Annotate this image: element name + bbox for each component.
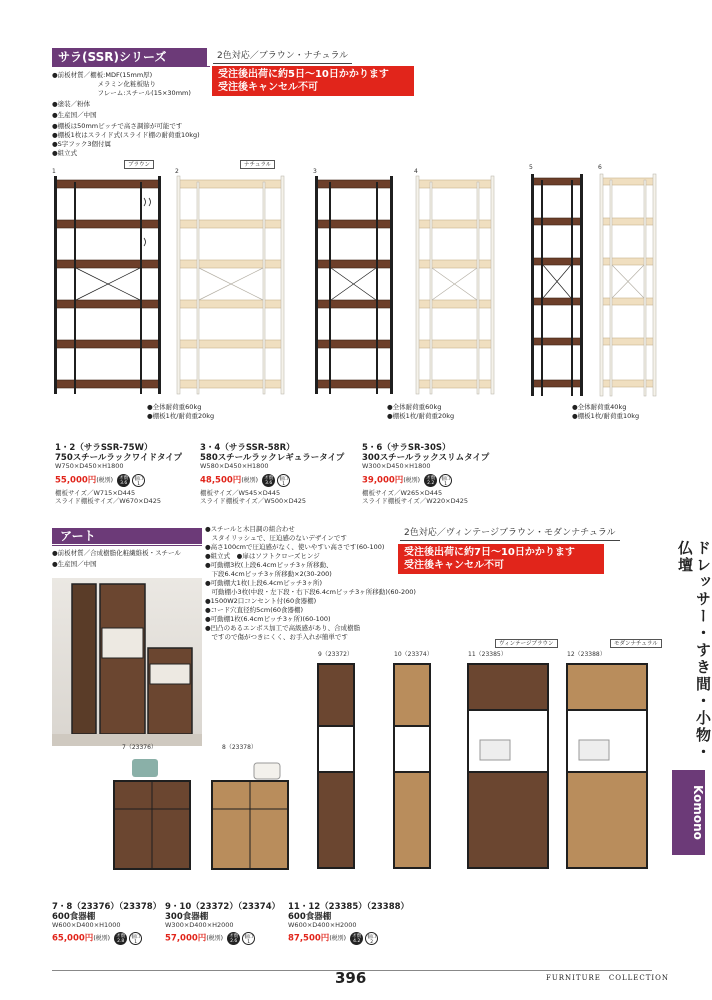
parcel-badge: 個口 2 — [365, 932, 378, 945]
cupboard-300-natural — [392, 660, 432, 872]
price-row — [52, 932, 164, 945]
load-note-slim — [572, 403, 639, 421]
load-total: ●全体耐荷重60kg — [387, 403, 442, 411]
tax-note: (税別) — [403, 477, 420, 485]
feature-line: ●高さ100cmで圧迫感がなく、使いやすい高さです(60-100) — [205, 543, 385, 551]
feature-line: ●スチールと木目調の組合わせ — [205, 525, 295, 533]
price-row — [55, 474, 200, 487]
product-code: 7・8（23376）（23378） — [52, 902, 162, 912]
cupboard-600-brown — [112, 755, 192, 873]
shelf-size: 棚板サイズ／W265×D445 — [362, 488, 443, 497]
item-number-2: 2 — [175, 168, 179, 175]
komono-tab[interactable]: Komono — [672, 770, 705, 855]
slide-shelf-size: スライド棚板サイズ／W500×D425 — [200, 496, 306, 505]
tax-note: (税別) — [329, 935, 346, 943]
tax-note: (税別) — [93, 935, 110, 943]
feature-line: ですので傷がつきにくく、お手入れが簡単です — [205, 633, 348, 641]
title-underline — [52, 545, 202, 546]
art-feature-list — [205, 525, 416, 642]
rack-image-slim-natural — [598, 174, 658, 396]
cancel-notice-line: 受注後キャンセル不可 — [404, 560, 504, 571]
tax-note: (税別) — [96, 477, 113, 485]
size-badge: 才数 4.2 — [352, 933, 362, 944]
product-name: 750スチールラックワイドタイプ — [55, 453, 183, 463]
series-title-art: アート — [52, 528, 202, 544]
color-options-tag: 2色対応／ヴィンテージブラウン・モダンナチュラル — [400, 527, 620, 541]
product-dimensions: W750×D450×H1800 — [55, 462, 124, 470]
product-info-600-tall — [288, 902, 418, 945]
rack-image-wide-brown — [52, 176, 164, 394]
art-spec-list — [52, 549, 181, 569]
product-code: 11・12（23385）（23388） — [288, 902, 410, 912]
color-label-vintage-brown: ヴィンテージブラウン — [495, 639, 558, 648]
slide-shelf-size: スライド棚板サイズ／W220×D425 — [362, 496, 468, 505]
room-photo — [52, 578, 202, 746]
cupboard-600-natural — [210, 755, 290, 873]
price: 57,000円 — [165, 933, 207, 944]
feature-line: スタイリッシュで、圧迫感のないデザインです — [205, 534, 347, 542]
product-info-300 — [165, 902, 285, 945]
product-dimensions: W300×D400×H2000 — [165, 921, 234, 929]
tax-note: (税別) — [206, 935, 223, 943]
load-note-regular — [387, 403, 454, 421]
feature-line: ●コード穴直径約5cm(60食器棚) — [205, 606, 304, 614]
product-name: 300食器棚 — [165, 912, 209, 922]
load-shelf: ●棚板1枚/耐荷重10kg — [572, 412, 640, 420]
product-dimensions: W600×D400×H2000 — [288, 921, 357, 929]
spec-line: ●S字フック3個付属 — [52, 140, 111, 148]
item-number-3: 3 — [313, 168, 317, 175]
spec-line: フレーム:スチール(15×30mm) — [52, 89, 191, 97]
item-number-11: 11（23385） — [468, 651, 507, 658]
shelf-size: 棚板サイズ／W545×D445 — [200, 488, 281, 497]
series-title-ssr: サラ(SSR)シリーズ — [52, 48, 207, 66]
feature-line: ●1500W2口コンセント付(60食器棚) — [205, 597, 317, 605]
tax-note: (税別) — [241, 477, 258, 485]
color-label-modern-natural: モダンナチュラル — [610, 639, 662, 648]
brand-footer: FURNITURE COLLECTION — [546, 974, 670, 982]
page-number: 396 — [335, 969, 367, 987]
feature-line: ●可動棚1枚(6.4cmピッチ3ヶ所)(60-100) — [205, 615, 331, 623]
size-badge: 才数 2.8 — [116, 933, 126, 944]
price-row — [288, 932, 418, 945]
price: 48,500円 — [200, 475, 242, 486]
item-number-12: 12（23388） — [567, 651, 606, 658]
shipping-notice-line1: 受注後出荷に約7日～10日かかります — [404, 547, 575, 558]
ssr-spec-list — [52, 71, 212, 158]
feature-line: 下段6.4cmピッチ3ヶ所移動×2(30-200) — [205, 570, 332, 578]
load-note-wide — [147, 403, 214, 421]
product-code: 9・10（23372）（23374） — [165, 902, 281, 912]
product-code: 3・4（サラSSR-58R） — [200, 443, 295, 453]
price: 39,000円 — [362, 475, 404, 486]
item-number-6: 6 — [598, 164, 602, 171]
load-shelf: ●棚板1枚/耐荷重20kg — [147, 412, 215, 420]
product-name: 580スチールラックレギュラータイプ — [200, 453, 345, 463]
price: 55,000円 — [55, 475, 97, 486]
product-name: 600食器棚 — [52, 912, 96, 922]
title-underline — [52, 66, 210, 67]
item-number-5: 5 — [529, 164, 533, 171]
item-number-7: 7（23376） — [122, 744, 157, 751]
rack-image-slim-brown — [529, 174, 585, 396]
item-number-10: 10（23374） — [394, 651, 433, 658]
color-options-tag: 2色対応／ブラウン・ナチュラル — [213, 50, 352, 64]
feature-line: ●凹凸のあるエンボス加工で高級感があり、合成樹脂 — [205, 624, 361, 632]
item-number-4: 4 — [414, 168, 418, 175]
rack-image-wide-natural — [175, 176, 287, 394]
price-row — [200, 474, 350, 487]
color-label-natural: ナチュラル — [240, 160, 275, 169]
spec-line: ●組立式 — [52, 149, 78, 157]
cupboard-300-brown — [316, 660, 356, 872]
parcel-badge: 個口 1 — [132, 474, 145, 487]
product-dimensions: W600×D400×H1000 — [52, 921, 121, 929]
spec-line: ●塗装／粉体 — [52, 100, 91, 108]
cancel-notice-line: 受注後キャンセル不可 — [218, 82, 318, 93]
product-code: 1・2（サラSSR-75W） — [55, 443, 153, 453]
shipping-notice — [398, 544, 604, 574]
rack-image-regular-natural — [414, 176, 496, 394]
product-code: 5・6（サラSR-30S） — [362, 443, 451, 453]
spec-line: ●生産国／中国 — [52, 111, 97, 119]
item-number-1: 1 — [52, 168, 56, 175]
load-total: ●全体耐荷重40kg — [572, 403, 627, 411]
item-number-8: 8（23378） — [222, 744, 257, 751]
feature-line: ●可動棚大1枚(上段6.4cmピッチ3ヶ所) — [205, 579, 322, 587]
spec-line: ●棚板は50mmピッチで高さ調節が可能です — [52, 122, 183, 130]
size-badge: 才数 2.2 — [426, 475, 436, 486]
cupboard-600-tall-natural — [565, 660, 649, 872]
parcel-badge: 個口 1 — [277, 474, 290, 487]
slide-shelf-size: スライド棚板サイズ／W670×D425 — [55, 496, 161, 505]
rack-image-regular-brown — [313, 176, 395, 394]
product-dimensions: W580×D450×H1800 — [200, 462, 269, 470]
price-row — [165, 932, 285, 945]
spec-line: ●前板材質／合成樹脂化粧繊維板・スチール — [52, 549, 181, 557]
size-badge: 才数 2.6 — [229, 933, 239, 944]
cabinet-illustration — [52, 578, 202, 746]
load-total: ●全体耐荷重60kg — [147, 403, 202, 411]
parcel-badge: 個口 1 — [242, 932, 255, 945]
price: 87,500円 — [288, 933, 330, 944]
product-name: 300スチールラックスリムタイプ — [362, 453, 490, 463]
product-info-ssr-58r — [200, 443, 350, 505]
feature-line: ●組立式 ●扉はソフトクローズヒンジ — [205, 552, 320, 560]
item-number-9: 9（23372） — [318, 651, 353, 658]
shelf-size: 棚板サイズ／W715×D445 — [55, 488, 136, 497]
product-info-sr-30s — [362, 443, 512, 505]
parcel-badge: 個口 1 — [129, 932, 142, 945]
size-badge: 才数 3.6 — [119, 475, 129, 486]
color-label-brown: ブラウン — [124, 160, 154, 169]
price-row — [362, 474, 512, 487]
spec-line: ●前板材質／棚板:MDF(15mm厚) — [52, 71, 153, 79]
category-side-label: ドレッサー・すき間・小物・仏壇 — [676, 540, 712, 761]
cupboard-600-tall-brown — [466, 660, 550, 872]
shipping-notice-line1: 受注後出荷に約5日～10日かかります — [218, 69, 389, 80]
spec-line: ●棚板1枚はスライド式(スライド棚の耐荷重10kg) — [52, 131, 200, 139]
spec-line: ●生産国／中国 — [52, 560, 97, 568]
load-shelf: ●棚板1枚/耐荷重20kg — [387, 412, 455, 420]
parcel-badge: 個口 1 — [439, 474, 452, 487]
feature-line: 可動棚小3枚(中段・左下段・右下段6.4cmピッチ3ヶ所移動)(60-200) — [205, 588, 416, 596]
size-badge: 才数 3.6 — [264, 475, 274, 486]
product-name: 600食器棚 — [288, 912, 332, 922]
spec-line: メラミン化粧板貼り — [52, 80, 156, 88]
shipping-notice — [212, 66, 414, 96]
feature-line: ●可動棚3枚(上段6.4cmピッチ3ヶ所移動、 — [205, 561, 333, 569]
product-info-ssr-75w — [55, 443, 200, 505]
product-info-600-low — [52, 902, 164, 945]
price: 65,000円 — [52, 933, 94, 944]
product-dimensions: W300×D450×H1800 — [362, 462, 431, 470]
